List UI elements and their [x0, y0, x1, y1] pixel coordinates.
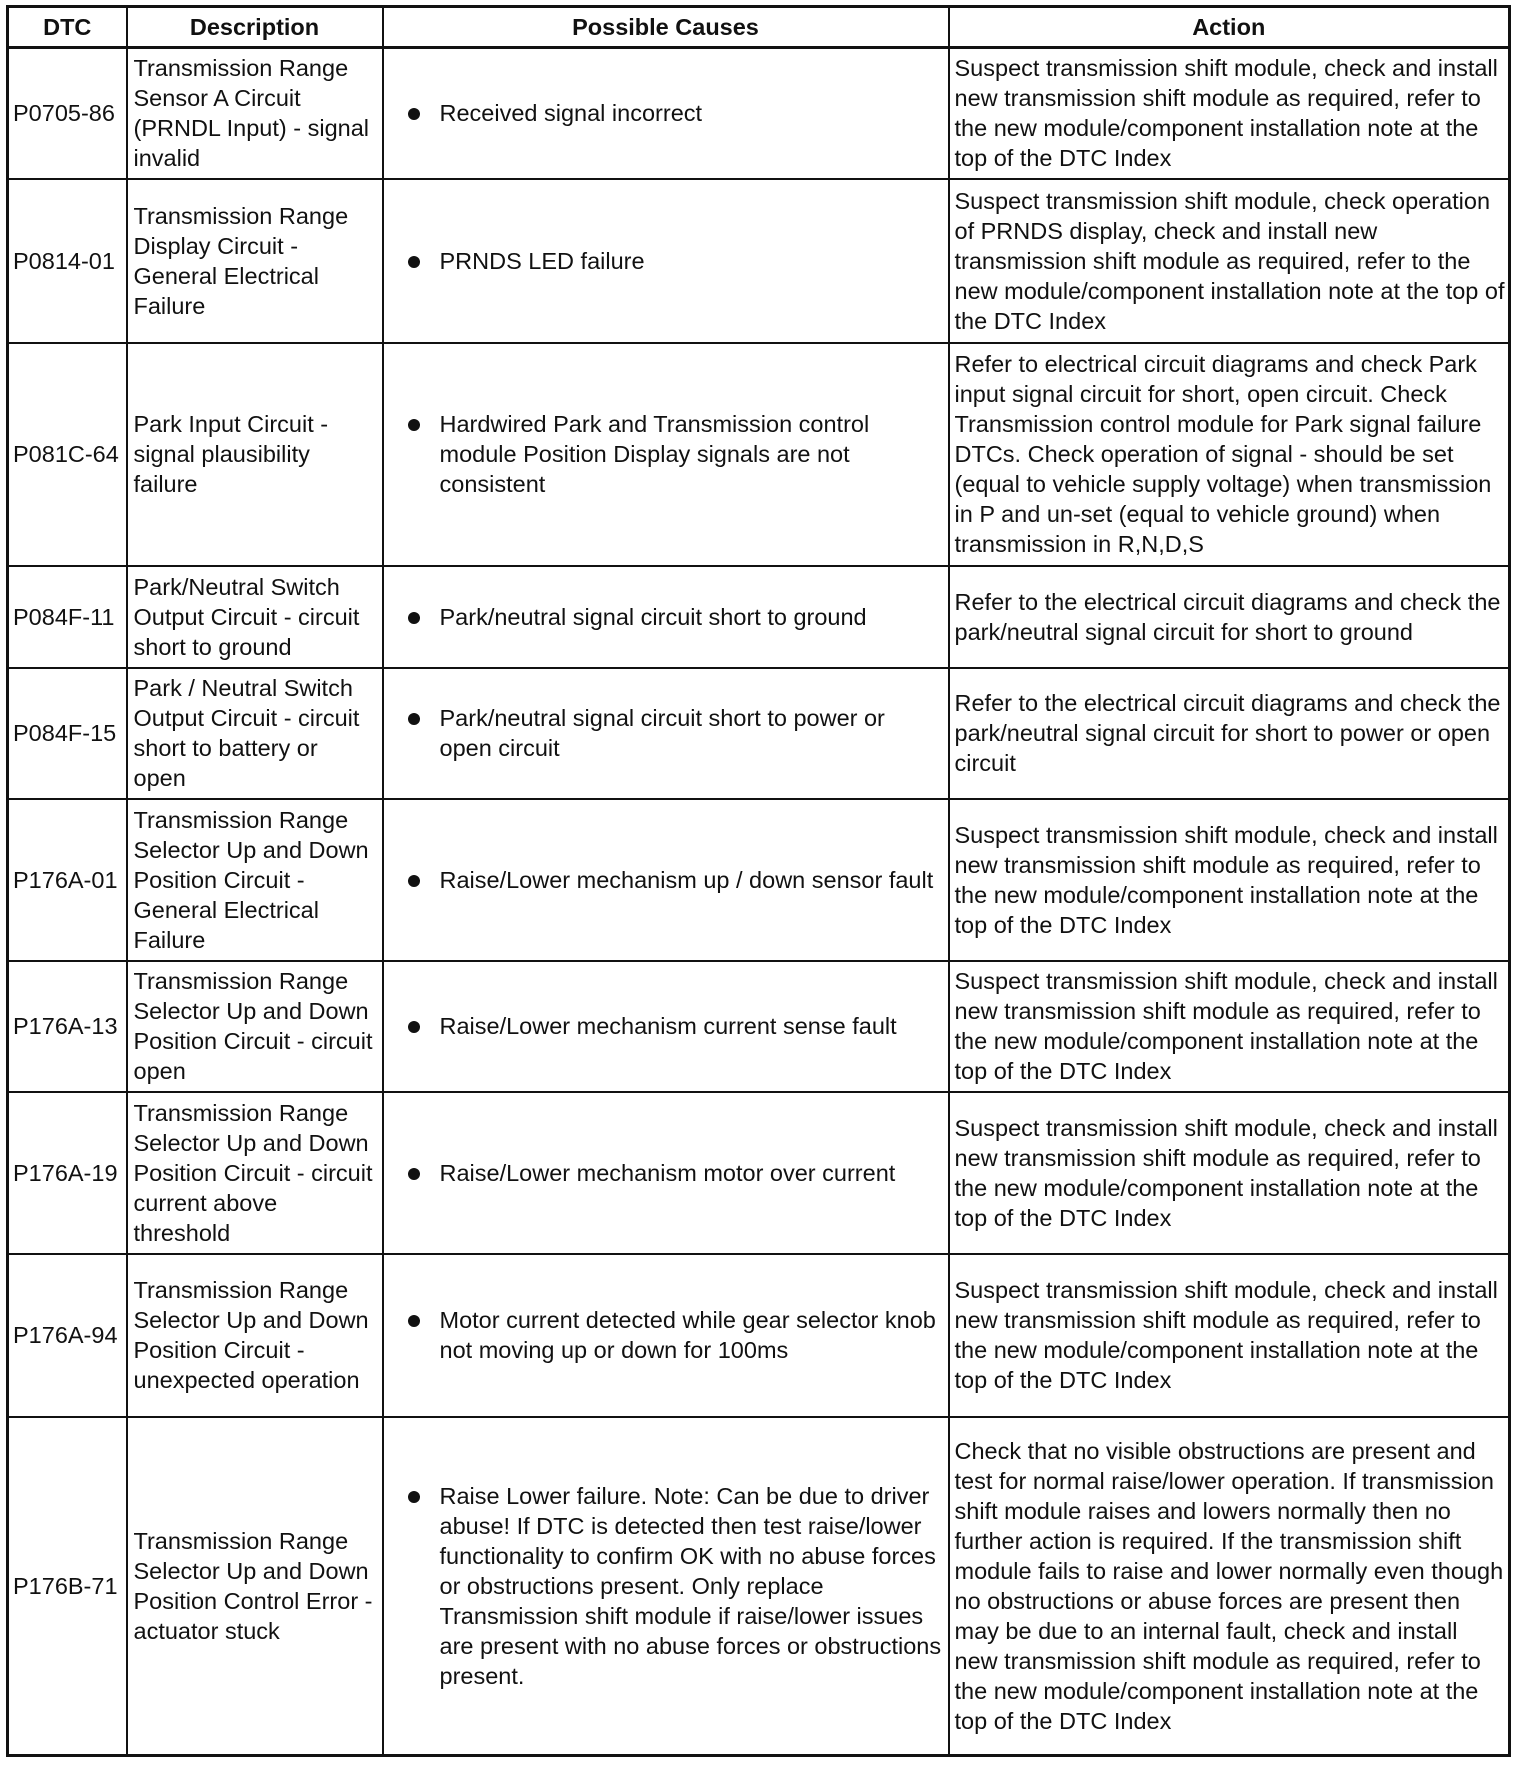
header-row [8, 7, 1510, 48]
action-text: Refer to the electrical circuit diagrams and check the park/neutral signal circuit for short to power or open circuit [949, 668, 1510, 799]
bullet-icon [408, 713, 420, 725]
table-row [8, 179, 1510, 343]
bullet-icon [408, 612, 420, 624]
table-row [8, 343, 1510, 566]
dtc-code: P0705-86 [8, 48, 127, 179]
dtc-table [6, 5, 1511, 1757]
possible-cause [383, 179, 949, 343]
bullet-icon [408, 1168, 420, 1180]
dtc-code: P176A-01 [8, 799, 127, 961]
dtc-description: Park/Neutral Switch Output Circuit - circuit short to ground [127, 566, 383, 668]
bullet-icon [408, 1315, 420, 1327]
action-text: Refer to the electrical circuit diagrams and check the park/neutral signal circuit for short to ground [949, 566, 1510, 668]
cause-text: Park/neutral signal circuit short to ground [439, 603, 867, 630]
possible-cause [383, 343, 949, 566]
possible-cause [383, 566, 949, 668]
dtc-code: P176A-94 [8, 1254, 127, 1417]
possible-cause [383, 961, 949, 1092]
action-text: Check that no visible obstructions are present and test for normal raise/lower operation. If transmission shift module raises and lowers normally then no further action is required. If the transmission shift module fails to raise and lower normally even though no obstructions or abuse forces are present then may be due to an internal fault, check and install new transmission shift module as required, refer to the new module/component installation note at the top of the DTC Index [949, 1417, 1510, 1756]
dtc-code: P176B-71 [8, 1417, 127, 1756]
dtc-description: Park Input Circuit - signal plausibility failure [127, 343, 383, 566]
action-text: Suspect transmission shift module, check and install new transmission shift module as required, refer to the new module/component installation note at the top of the DTC Index [949, 48, 1510, 179]
table-row [8, 799, 1510, 961]
table-row [8, 668, 1510, 799]
header-possible-causes: Possible Causes [383, 7, 949, 48]
bullet-icon [408, 1021, 420, 1033]
possible-cause [383, 1092, 949, 1254]
possible-cause [383, 668, 949, 799]
action-text: Refer to electrical circuit diagrams and check Park input signal circuit for short, open circuit. Check Transmission control module for Park signal failure DTCs. Check operation of signal - should be set (equal to vehicle supply voltage) when transmission in P and un-set (equal to vehicle ground) when transmission in R,N,D,S [949, 343, 1510, 566]
dtc-description: Transmission Range Selector Up and Down Position Circuit - General Electrical Failure [127, 799, 383, 961]
action-text: Suspect transmission shift module, check and install new transmission shift module as required, refer to the new module/component installation note at the top of the DTC Index [949, 1092, 1510, 1254]
possible-cause [383, 48, 949, 179]
table-row [8, 1417, 1510, 1756]
header-dtc: DTC [8, 7, 127, 48]
dtc-description: Transmission Range Selector Up and Down Position Circuit - unexpected operation [127, 1254, 383, 1417]
dtc-code: P084F-11 [8, 566, 127, 668]
dtc-code: P081C-64 [8, 343, 127, 566]
possible-cause [383, 1254, 949, 1417]
dtc-description: Transmission Range Display Circuit - General Electrical Failure [127, 179, 383, 343]
cause-text: PRNDS LED failure [439, 247, 645, 274]
cause-text: Raise/Lower mechanism up / down sensor fault [439, 866, 934, 893]
bullet-icon [408, 419, 420, 431]
bullet-icon [408, 108, 420, 120]
table-row [8, 566, 1510, 668]
dtc-description: Transmission Range Selector Up and Down Position Control Error - actuator stuck [127, 1417, 383, 1756]
dtc-code: P0814-01 [8, 179, 127, 343]
dtc-description: Park / Neutral Switch Output Circuit - circuit short to battery or open [127, 668, 383, 799]
dtc-description: Transmission Range Sensor A Circuit (PRNDL Input) - signal invalid [127, 48, 383, 179]
action-text: Suspect transmission shift module, check and install new transmission shift module as required, refer to the new module/component installation note at the top of the DTC Index [949, 1254, 1510, 1417]
bullet-icon [408, 875, 420, 887]
cause-text: Motor current detected while gear selector knob not moving up or down for 100ms [439, 1307, 936, 1363]
cause-text: Received signal incorrect [439, 100, 703, 127]
action-text: Suspect transmission shift module, check and install new transmission shift module as required, refer to the new module/component installation note at the top of the DTC Index [949, 961, 1510, 1092]
action-text: Suspect transmission shift module, check and install new transmission shift module as required, refer to the new module/component installation note at the top of the DTC Index [949, 799, 1510, 961]
dtc-code: P084F-15 [8, 668, 127, 799]
table-row [8, 961, 1510, 1092]
cause-text: Park/neutral signal circuit short to power or open circuit [439, 705, 885, 761]
cause-text: Raise Lower failure. Note: Can be due to driver abuse! If DTC is detected then test raise/lower functionality to confirm OK with no abuse forces or obstructions present. Only replace Transmission shift module if raise/lower issues are present with no abuse forces or obstructions present. [439, 1482, 942, 1689]
bullet-icon [408, 1491, 420, 1503]
dtc-description: Transmission Range Selector Up and Down Position Circuit - circuit current above threshold [127, 1092, 383, 1254]
dtc-code: P176A-13 [8, 961, 127, 1092]
table-row [8, 48, 1510, 179]
table-row [8, 1092, 1510, 1254]
cause-text: Raise/Lower mechanism motor over current [439, 1159, 896, 1186]
table-row [8, 1254, 1510, 1417]
dtc-code: P176A-19 [8, 1092, 127, 1254]
header-action: Action [949, 7, 1510, 48]
action-text: Suspect transmission shift module, check operation of PRNDS display, check and install new transmission shift module as required, refer to the new module/component installation note at the top of the DTC Index [949, 179, 1510, 343]
possible-cause [383, 1417, 949, 1756]
dtc-description: Transmission Range Selector Up and Down Position Circuit - circuit open [127, 961, 383, 1092]
cause-text: Hardwired Park and Transmission control module Position Display signals are not consistent [439, 411, 870, 497]
header-description: Description [127, 7, 383, 48]
possible-cause [383, 799, 949, 961]
cause-text: Raise/Lower mechanism current sense fault [439, 1013, 897, 1039]
bullet-icon [408, 256, 420, 268]
